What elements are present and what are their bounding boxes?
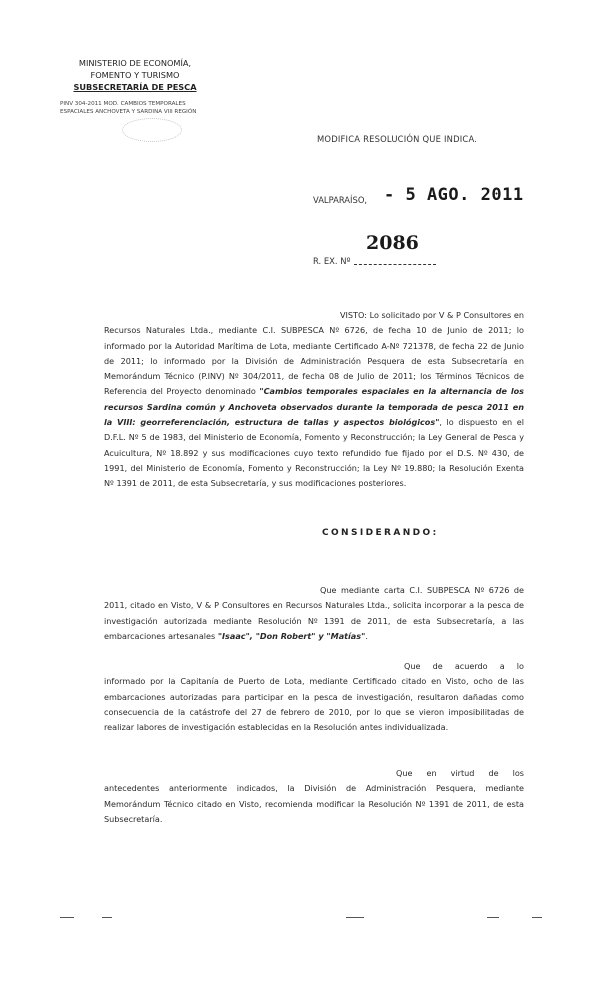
resolution-label: R. EX. Nº (313, 256, 351, 266)
seal-stamp-icon (122, 118, 182, 142)
subsecretaria-name: SUBSECRETARÍA DE PESCA (73, 82, 197, 92)
visto-text-a: Lo solicitado por V & P Consultores en Recursos Naturales Ltda., mediante C.I. SUBPESCA Nº 6726, de fecha 10 de Junio de 2011; lo informado por la Autoridad Marítima de Lota, mediante Certificado A-Nº 721378, de fecha 22 de Junio de 2011; lo informado por la División de Administración Pesquera de esta Subsecretaría en Memorándum Técnico (P.INV) Nº 304/2011, de fecha 08 de Julio de 2011; los Términos Técnicos de Referencia del Proyecto denominado (104, 310, 524, 397)
considerando-heading: CONSIDERANDO: (322, 528, 439, 538)
footer-mark (60, 917, 74, 918)
para2-text: Que de acuerdo a lo informado por la Capitanía de Puerto de Lota, mediante Certificado citado en Visto, ocho de las embarcaciones autorizadas para participar en la pesca de investigación, resultaron dañadas como consecuencia de la catástrofe del 27 de febrero de 2010, por lo que se vieron imposibilitadas de realizar labores de investigación establecidas en la Resolución antes individualizada. (104, 661, 524, 733)
ministry-name-2: FOMENTO Y TURISMO (90, 70, 180, 80)
date-stamp: - 5 AGO. 2011 (384, 185, 524, 205)
visto-label: VISTO: (340, 310, 367, 320)
stamp-line-2: ESPACIALES ANCHOVETA Y SARDINA VIII REGIÓN (60, 109, 197, 115)
boat-names: "Isaac", "Don Robert" y "Matías" (217, 630, 366, 641)
project-title: "Cambios temporales espaciales en la alternancia de los recursos Sardina común y Anchoveta observados durante la temporada de pesca 2011 en la VIII: georreferenciación, estructura de tallas y aspectos biológicos" (104, 386, 524, 428)
considerando-paragraph-3 (104, 766, 524, 827)
ministry-header (55, 57, 215, 93)
considerando-paragraph-2 (104, 659, 524, 735)
considerando-paragraph-1 (104, 583, 524, 644)
document-title: MODIFICA RESOLUCIÓN QUE INDICA. (317, 134, 478, 144)
footer-mark (487, 917, 499, 918)
resolution-underline (354, 264, 436, 265)
ministry-name: MINISTERIO DE ECONOMÍA, (78, 58, 192, 68)
visto-text-b: , lo dispuesto en el D.F.L. Nº 5 de 1983, del Ministerio de Economía, Fomento y Reconstrucción; la Ley General de Pesca y Acuicultura, Nº 18.892 y sus modificaciones cuyo texto refundido fue fijado por el D.S. Nº 430, de 1991, del Ministerio de Economía, Fomento y Reconstrucción; la Ley Nº 19.880; la Resolución Exenta Nº 1391 de 2011, de esta Subsecretaría, y sus modificaciones posteriores. (104, 417, 524, 489)
para3-text: Que en virtud de los antecedentes anteriormente indicados, la División de Administración Pesquera, mediante Memorándum Técnico citado en Visto, recomienda modificar la Resolución Nº 1391 de 2011, de esta Subsecretaría. (104, 768, 524, 824)
resolution-number: 2086 (366, 232, 419, 254)
footer-mark (532, 917, 542, 918)
para1-text-b: . (365, 630, 368, 641)
visto-paragraph (104, 308, 524, 492)
para1-text-a: Que mediante carta C.I. SUBPESCA Nº 6726 de 2011, citado en Visto, V & P Consultores en Recursos Naturales Ltda., solicita incorporar a la pesca de investigación autorizada mediante Resolución Nº 1391 de 2011, de esta Subsecretaría, a las embarcaciones artesanales (104, 585, 524, 641)
place-label: VALPARAÍSO, (313, 195, 368, 205)
footer-mark (346, 917, 364, 918)
file-reference-stamp (60, 100, 210, 116)
footer-mark (102, 917, 112, 918)
stamp-line-1: PINV 304-2011 MOD. CAMBIOS TEMPORALES (60, 101, 186, 107)
